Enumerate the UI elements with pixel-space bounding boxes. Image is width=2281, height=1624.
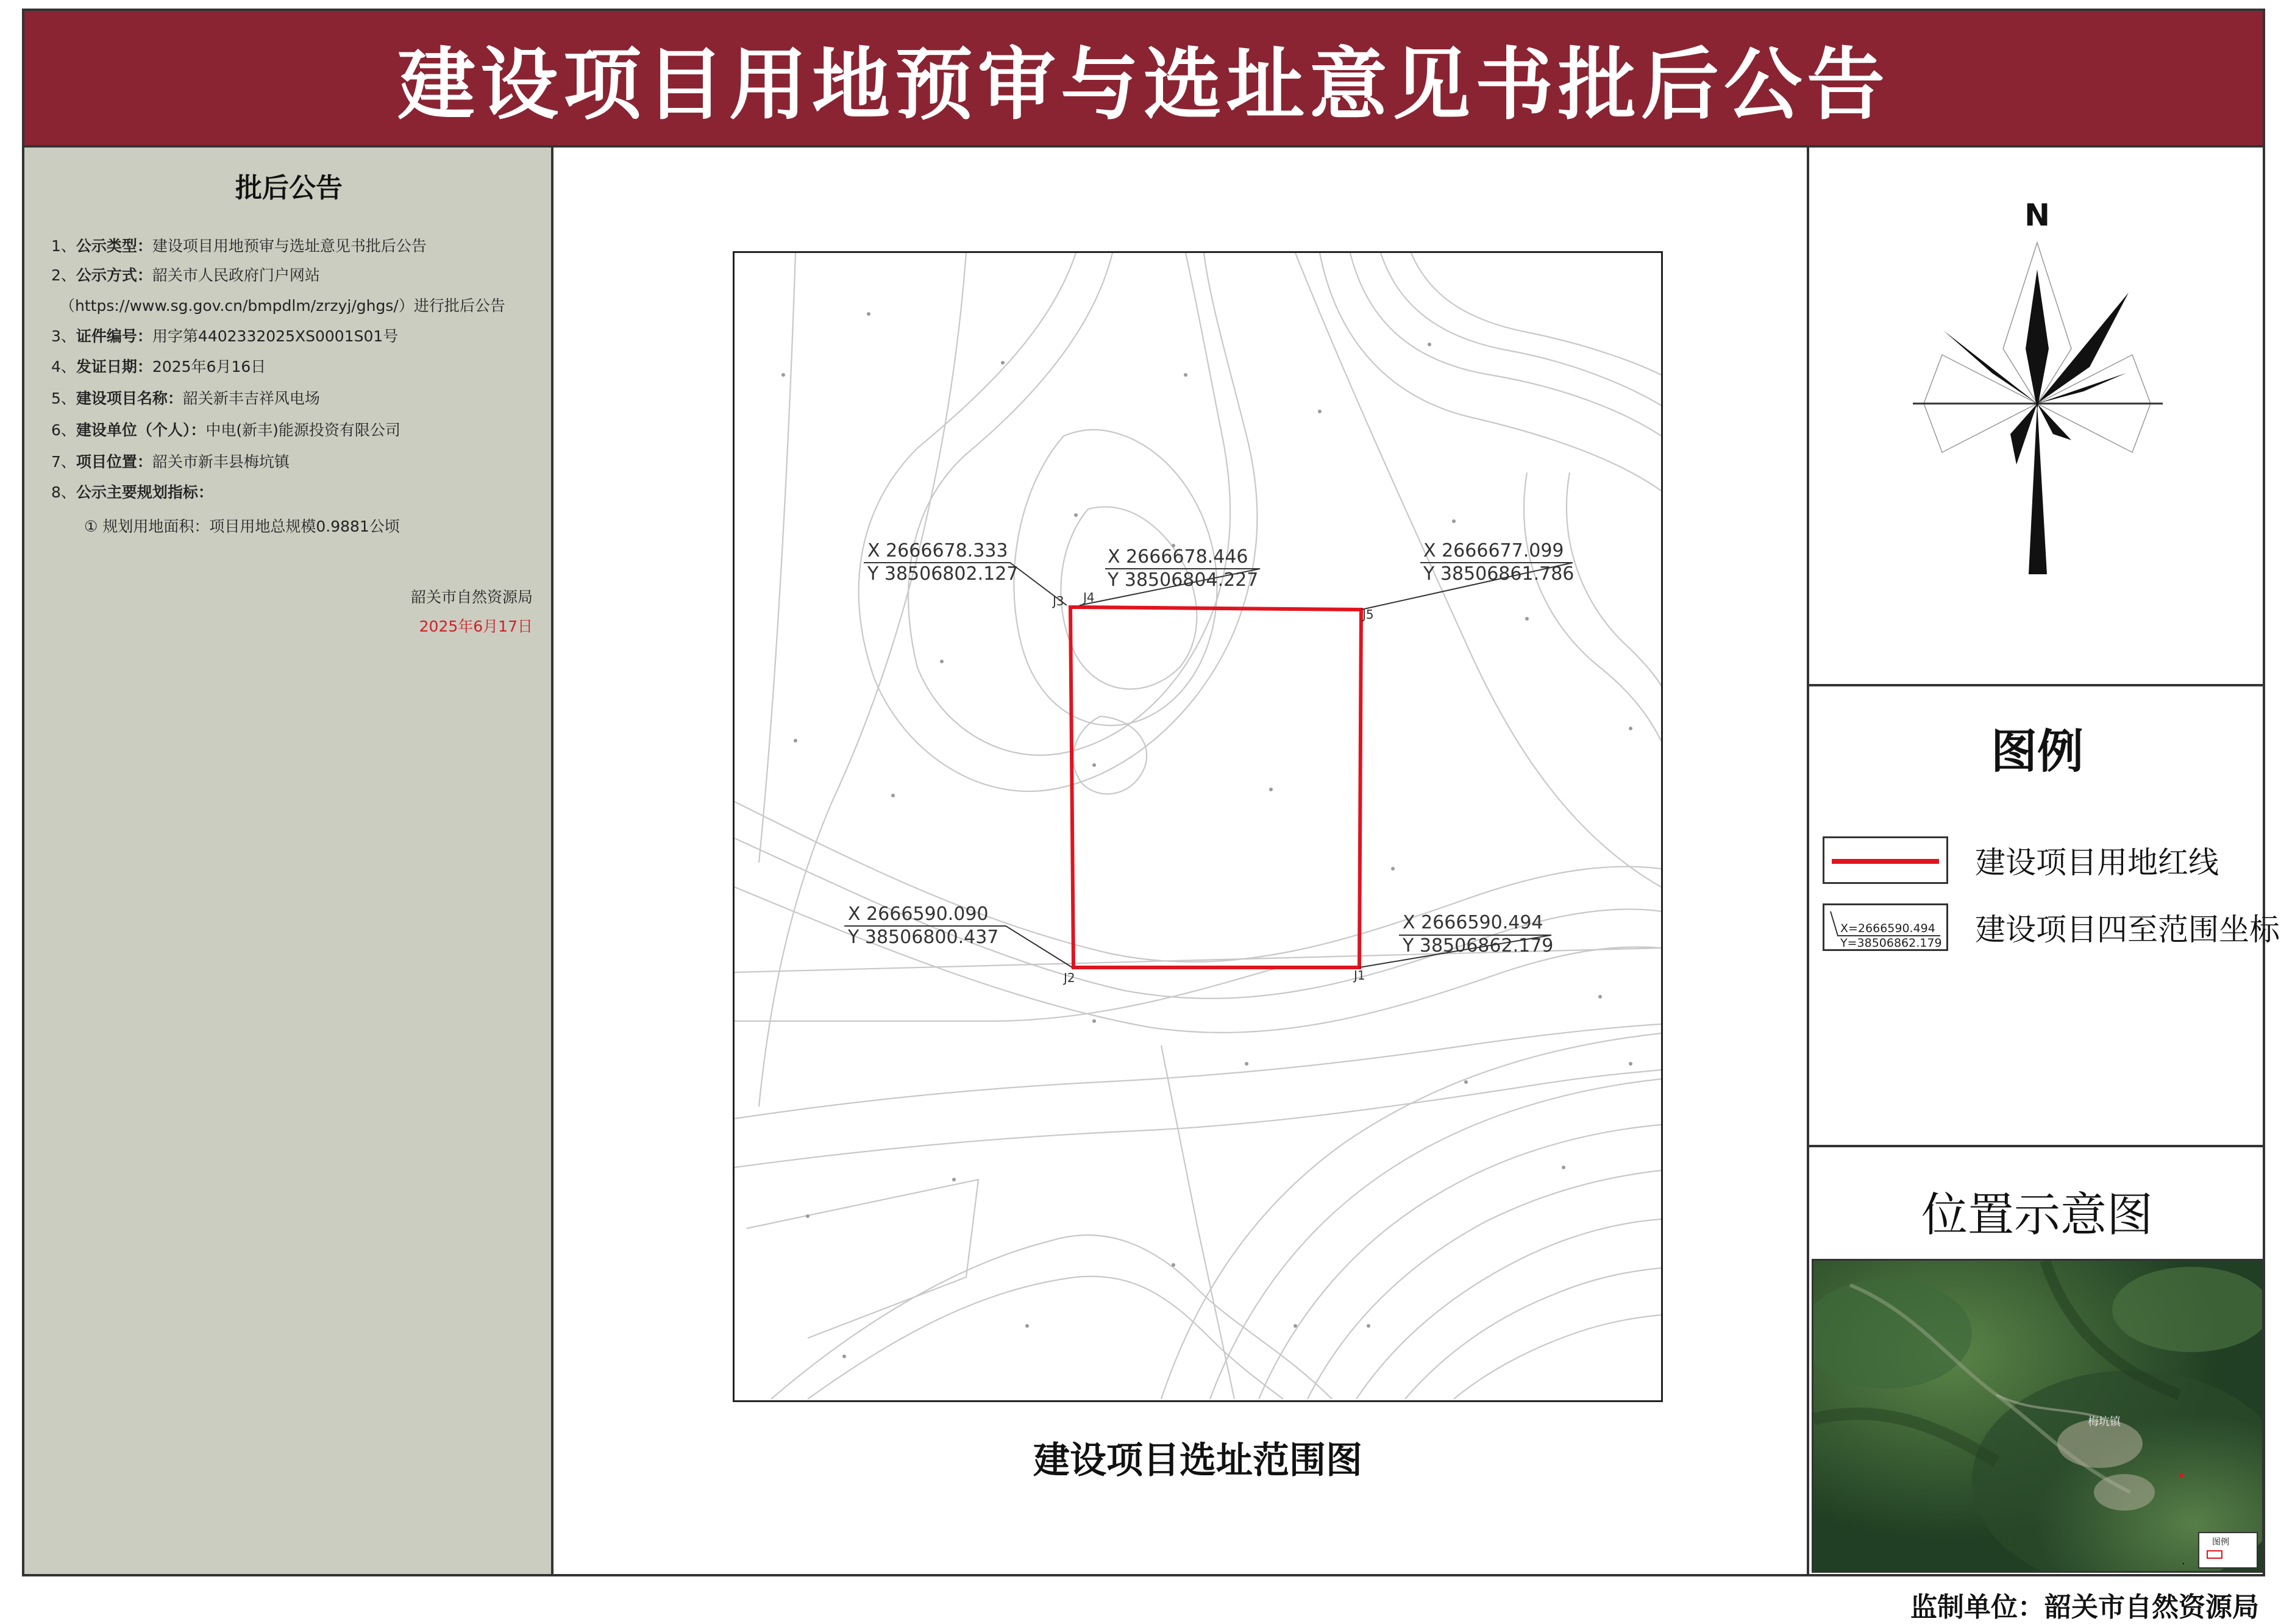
contour-lines <box>735 253 1661 1399</box>
notice-item <box>84 515 400 536</box>
notice-item-label: 证件编号： <box>76 327 152 345</box>
legend-sample-x: X=2666590.494 <box>1840 922 1935 935</box>
right-column <box>1809 148 2280 1574</box>
notice-item-value: ① 规划用地面积：项目用地总规模0.9881公顷 <box>84 518 400 535</box>
north-arrow-icon <box>1809 148 2265 684</box>
notice-item-label: 公示类型： <box>76 237 152 255</box>
point-label-J5: J5 <box>1362 607 1374 622</box>
north-label: N <box>2024 198 2050 233</box>
notice-item-number: 2、 <box>51 266 76 284</box>
point-label-J1: J1 <box>1354 968 1365 983</box>
red-line-icon <box>1823 836 1948 884</box>
notice-item-label: 公示方式： <box>76 266 152 284</box>
location-place-label: 梅坑镇 <box>2088 1416 2121 1428</box>
notice-item-value: 2025年6月16日 <box>152 358 266 376</box>
notice-item-value: （https://www.sg.gov.cn/bmpdlm/zrzyj/ghgs/）进行批后公告 <box>60 297 505 315</box>
location-divider <box>1809 1145 2265 1147</box>
legend-label-coordinate: 建设项目四至范围坐标 <box>1975 912 2280 947</box>
notice-item-value: 建设项目用地预审与选址意见书批后公告 <box>152 237 427 255</box>
title-banner <box>22 9 2265 148</box>
project-boundary <box>1070 607 1361 967</box>
point-label-J3: J3 <box>1053 594 1064 608</box>
notice-item-number: 7、 <box>51 453 76 471</box>
notice-item <box>51 324 398 346</box>
notice-heading: 批后公告 <box>235 173 343 204</box>
page-title: 建设项目用地预审与选址意见书批后公告 <box>397 40 1890 130</box>
notice-date: 2025年6月17日 <box>419 618 533 635</box>
notice-item-number: 8、 <box>51 483 76 501</box>
coord-y-J3: Y 38506802.127 <box>867 563 1019 585</box>
notice-item <box>60 294 505 316</box>
legend-title: 图例 <box>1991 724 2084 778</box>
notice-item-label: 建设项目名称： <box>76 390 183 407</box>
notice-item-label: 公示主要规划指标： <box>76 483 213 501</box>
point-label-J4: J4 <box>1083 590 1095 605</box>
coord-x-J1: X 2666590.494 <box>1403 912 1543 933</box>
coord-x-J5: X 2666677.099 <box>1423 540 1564 561</box>
notice-issuer: 韶关市自然资源局 <box>410 588 533 606</box>
notice-item-number: 4、 <box>51 358 76 376</box>
location-legend-label: 图例 <box>2212 1537 2229 1547</box>
site-map-svg <box>735 253 1661 1400</box>
location-title: 位置示意图 <box>1921 1188 2153 1242</box>
notice-item-value: 用字第4402332025XS0001S01号 <box>152 327 399 345</box>
coord-y-J1: Y 38506862.179 <box>1403 935 1554 956</box>
map-caption: 建设项目选址范围图 <box>1033 1439 1362 1482</box>
legend-sample-y: Y=38506862.179 <box>1840 936 1942 949</box>
notice-item-value: 韶关新丰吉祥风电场 <box>182 390 320 407</box>
notice-item-value: 中电(新丰)能源投资有限公司 <box>205 421 400 439</box>
legend-label-redline: 建设项目用地红线 <box>1975 845 2219 880</box>
notice-item <box>51 263 320 285</box>
notice-item <box>51 234 427 256</box>
elevation-points <box>781 312 1632 1358</box>
coord-x-J2: X 2666590.090 <box>848 903 989 925</box>
notice-item-value: 韶关市新丰县梅坑镇 <box>152 453 290 471</box>
legend-item-coordinate <box>1823 903 2280 951</box>
coord-y-J2: Y 38506800.437 <box>848 927 999 948</box>
notice-item <box>51 386 320 408</box>
notice-item-number: 6、 <box>51 421 76 439</box>
site-map <box>733 251 1663 1402</box>
legend-item-redline <box>1823 836 2219 884</box>
notice-item <box>51 450 290 472</box>
coord-y-J5: Y 38506861.786 <box>1423 563 1575 585</box>
coord-y-J4: Y 38506804.227 <box>1108 569 1259 591</box>
notice-panel <box>24 148 553 1574</box>
notice-item <box>51 355 266 377</box>
coord-x-J4: X 2666678.446 <box>1108 546 1248 568</box>
notice-item-label: 建设单位（个人）： <box>76 421 206 439</box>
notice-item-label: 发证日期： <box>76 358 152 376</box>
point-label-J2: J2 <box>1064 970 1075 985</box>
supervisor-label: 监制单位：韶关市自然资源局 <box>1910 1592 2259 1623</box>
coordinate-callout-icon <box>1823 903 1948 951</box>
notice-item-number: 3、 <box>51 327 76 345</box>
notice-item-number: 5、 <box>51 390 76 407</box>
notice-item-number: 1、 <box>51 237 76 255</box>
notice-item <box>51 418 400 440</box>
notice-item <box>51 480 213 502</box>
notice-item-label: 项目位置： <box>76 453 152 471</box>
location-satellite-image <box>1812 1259 2264 1573</box>
notice-item-value: 韶关市人民政府门户网站 <box>152 266 320 284</box>
coord-x-J3: X 2666678.333 <box>867 540 1008 561</box>
legend-divider <box>1809 684 2265 686</box>
